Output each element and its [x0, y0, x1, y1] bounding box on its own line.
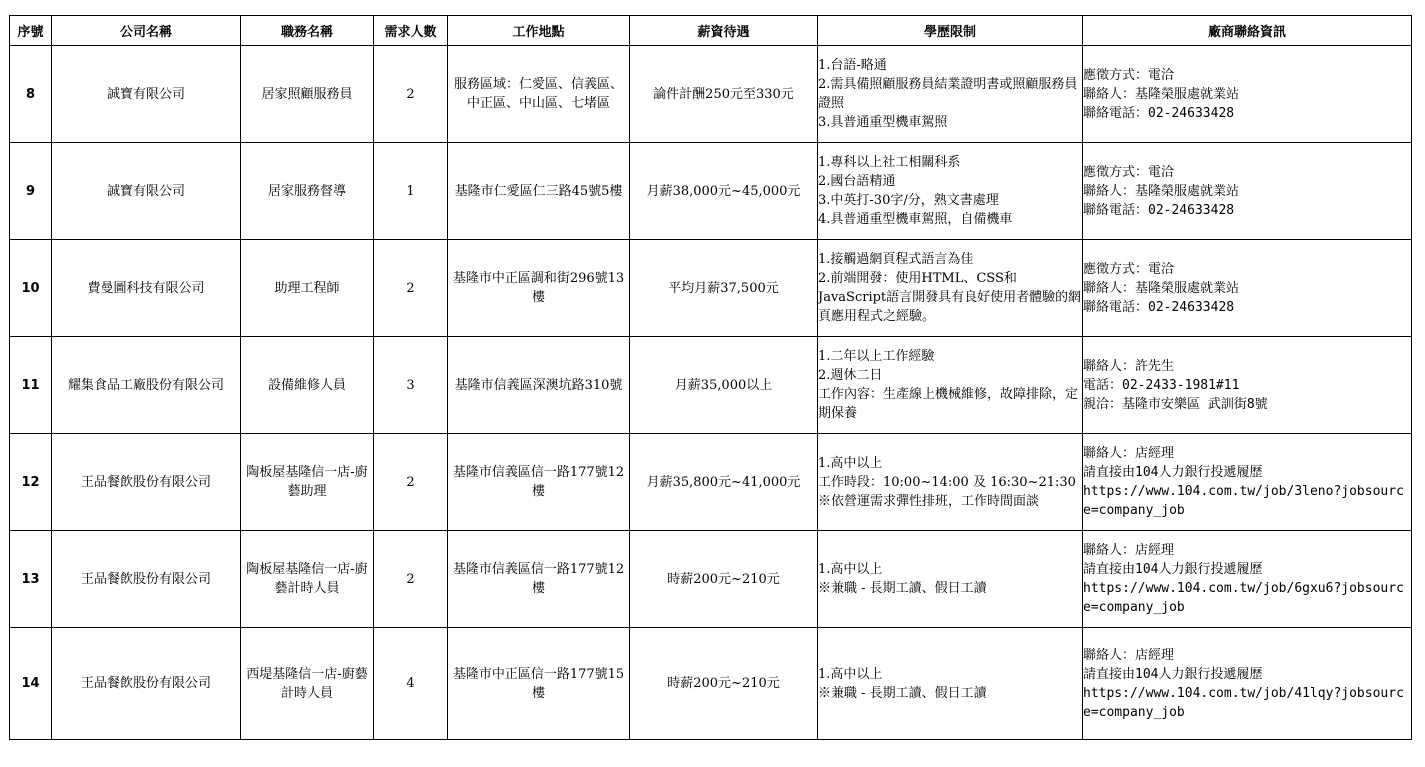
cell-no: 14: [10, 628, 52, 740]
cell-location: 基隆市信義區深澳坑路310號: [448, 337, 630, 434]
contact-line: 聯絡人：店經理: [1083, 543, 1175, 558]
cell-position: 設備維修人員: [241, 337, 374, 434]
education-line: 3.具普通重型機車駕照: [818, 115, 948, 130]
header-company: 公司名稱: [52, 16, 241, 46]
education-line: 2.國台語精通: [818, 174, 896, 189]
cell-location: 服務區域：仁愛區、信義區、中正區、中山區、七堵區: [448, 46, 630, 143]
cell-salary: 時薪200元~210元: [630, 628, 818, 740]
cell-education: [818, 628, 1083, 740]
contact-line: 請直接由104人力銀行投遞履歷: [1083, 666, 1263, 682]
cell-position: 西堤基隆信一店-廚藝計時人員: [241, 628, 374, 740]
table-row: [10, 337, 1412, 434]
contact-line: 聯絡人：基隆榮服處就業站: [1083, 183, 1240, 199]
table-header-row: [10, 16, 1412, 46]
header-education: 學歷限制: [818, 16, 1083, 46]
education-line: 1.台語-略通: [818, 58, 887, 73]
cell-count: 4: [374, 628, 448, 740]
contact-line: https://www.104.com.tw/job/6gxu6?jobsource=company_job: [1083, 581, 1404, 615]
cell-count: 2: [374, 46, 448, 143]
education-line: 工作時段：10:00~14:00 及 16:30~21:30: [818, 474, 1076, 490]
education-line: 工作內容：生產線上機械維修，故障排除，定期保養: [818, 387, 1079, 421]
cell-salary: 月薪38,000元~45,000元: [630, 143, 818, 240]
cell-salary: 月薪35,000以上: [630, 337, 818, 434]
cell-location: 基隆市信義區信一路177號12樓: [448, 434, 630, 531]
cell-no: 13: [10, 531, 52, 628]
cell-count: 3: [374, 337, 448, 434]
cell-company: 王品餐飲股份有限公司: [52, 628, 241, 740]
cell-contact: [1083, 531, 1412, 628]
cell-salary: 月薪35,800元~41,000元: [630, 434, 818, 531]
education-line: 1.高中以上: [818, 666, 883, 682]
table-row: [10, 240, 1412, 337]
cell-contact: [1083, 628, 1412, 740]
education-line: 2.前端開發：使用HTML、CSS和JavaScript語言開發具有良好使用者體驗的網頁應用程式之經驗。: [818, 271, 1082, 324]
cell-position: 助理工程師: [241, 240, 374, 337]
cell-no: 10: [10, 240, 52, 337]
cell-company: 王品餐飲股份有限公司: [52, 434, 241, 531]
cell-company: 誠寶有限公司: [52, 143, 241, 240]
contact-line: https://www.104.com.tw/job/3leno?jobsource=company_job: [1083, 484, 1404, 518]
contact-line: 請直接由104人力銀行投遞履歷: [1083, 465, 1263, 480]
job-listing-table: [9, 15, 1412, 740]
cell-salary: 時薪200元~210元: [630, 531, 818, 628]
cell-salary: 論件計酬250元至330元: [630, 46, 818, 143]
education-line: 1.接觸過網頁程式語言為佳: [818, 252, 974, 267]
header-no: 序號: [10, 16, 52, 46]
header-position: 職務名稱: [241, 16, 374, 46]
cell-count: 1: [374, 143, 448, 240]
cell-location: 基隆市信義區信一路177號12樓: [448, 531, 630, 628]
contact-line: 應徵方式：電洽: [1083, 67, 1175, 83]
cell-education: [818, 240, 1083, 337]
cell-education: [818, 337, 1083, 434]
cell-company: 費曼圖科技有限公司: [52, 240, 241, 337]
education-line: 2.需具備照顧服務員結業證明書或照顧服務員證照: [818, 77, 1078, 111]
cell-education: [818, 46, 1083, 143]
header-contact: 廠商聯絡資訊: [1083, 16, 1412, 46]
cell-company: 耀集食品工廠股份有限公司: [52, 337, 241, 434]
cell-position: 居家照顧服務員: [241, 46, 374, 143]
cell-no: 12: [10, 434, 52, 531]
contact-line: 聯絡電話：02-24633428: [1083, 202, 1235, 218]
contact-line: 聯絡人：店經理: [1083, 446, 1175, 461]
education-line: 1.專科以上社工相關科系: [818, 155, 961, 170]
cell-count: 2: [374, 434, 448, 531]
contact-line: 應徵方式：電洽: [1083, 261, 1175, 277]
contact-line: 請直接由104人力銀行投遞履歷: [1083, 562, 1263, 577]
contact-line: 聯絡人：基隆榮服處就業站: [1083, 280, 1240, 296]
cell-location: 基隆市中正區調和街296號13樓: [448, 240, 630, 337]
table-row: [10, 434, 1412, 531]
cell-count: 2: [374, 531, 448, 628]
table-row: [10, 628, 1412, 740]
education-line: ※依營運需求彈性排班，工作時間面談: [818, 493, 1040, 509]
cell-contact: [1083, 143, 1412, 240]
cell-company: 誠寶有限公司: [52, 46, 241, 143]
table-row: [10, 531, 1412, 628]
header-count: 需求人數: [374, 16, 448, 46]
cell-education: [818, 434, 1083, 531]
contact-line: 聯絡人：店經理: [1083, 647, 1175, 663]
cell-contact: [1083, 434, 1412, 531]
cell-no: 8: [10, 46, 52, 143]
contact-line: https://www.104.com.tw/job/41lqy?jobsource=company_job: [1083, 685, 1404, 720]
cell-contact: [1083, 240, 1412, 337]
cell-salary: 平均月薪37,500元: [630, 240, 818, 337]
cell-position: 居家服務督導: [241, 143, 374, 240]
education-line: 1.高中以上: [818, 562, 883, 577]
education-line: 4.具普通重型機車駕照，自備機車: [818, 212, 1013, 227]
education-line: ※兼職 - 長期工讀、假日工讀: [818, 685, 987, 701]
cell-count: 2: [374, 240, 448, 337]
cell-education: [818, 531, 1083, 628]
contact-line: 聯絡人：基隆榮服處就業站: [1083, 86, 1240, 102]
cell-location: 基隆市中正區信一路177號15樓: [448, 628, 630, 740]
table-row: [10, 143, 1412, 240]
contact-line: 聯絡電話：02-24633428: [1083, 105, 1235, 121]
cell-contact: [1083, 337, 1412, 434]
cell-education: [818, 143, 1083, 240]
table-row: [10, 46, 1412, 143]
cell-location: 基隆市仁愛區仁三路45號5樓: [448, 143, 630, 240]
header-salary: 薪資待遇: [630, 16, 818, 46]
header-location: 工作地點: [448, 16, 630, 46]
contact-line: 親洽：基隆市安樂區 武訓街8號: [1083, 396, 1268, 412]
cell-contact: [1083, 46, 1412, 143]
cell-position: 陶板屋基隆信一店-廚藝計時人員: [241, 531, 374, 628]
cell-position: 陶板屋基隆信一店-廚藝助理: [241, 434, 374, 531]
cell-no: 11: [10, 337, 52, 434]
education-line: 2.週休二日: [818, 368, 883, 383]
education-line: 1.高中以上: [818, 455, 883, 471]
contact-line: 應徵方式：電洽: [1083, 164, 1175, 180]
contact-line: 聯絡人：許先生: [1083, 358, 1175, 374]
cell-no: 9: [10, 143, 52, 240]
contact-line: 電話：02-2433-1981#11: [1083, 377, 1240, 393]
cell-company: 王品餐飲股份有限公司: [52, 531, 241, 628]
contact-line: 聯絡電話：02-24633428: [1083, 299, 1235, 315]
education-line: 1.二年以上工作經驗: [818, 349, 935, 364]
education-line: ※兼職 - 長期工讀、假日工讀: [818, 581, 987, 596]
education-line: 3.中英打-30字/分，熟文書處理: [818, 193, 999, 208]
